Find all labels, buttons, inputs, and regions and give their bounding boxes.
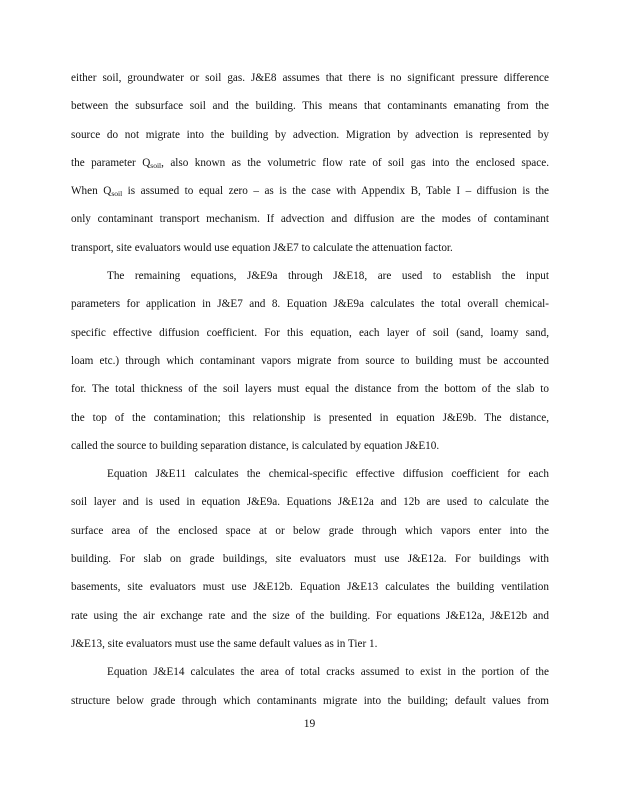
- text-line: rate using the air exchange rate and the size of the building. For equations J&E12a, J&E12b and: [71, 609, 549, 622]
- text-line: for. The total thickness of the soil layers must equal the distance from the bottom of the slab to: [71, 383, 549, 396]
- text-line: building. For slab on grade buildings, site evaluators must use J&E12a. For buildings with: [71, 553, 549, 566]
- text-line: called the source to building separation distance, is calculated by equation J&E10.: [71, 439, 440, 452]
- text-line: either soil, groundwater or soil gas. J&E8 assumes that there is no significant pressure difference: [71, 72, 549, 84]
- text-line: [71, 177, 549, 205]
- text-segment: When Q: [71, 185, 112, 198]
- body-text: [71, 64, 549, 715]
- text-line: Equation J&E11 calculates the chemical-specific effective diffusion coefficient for each: [107, 468, 549, 481]
- page-number: 19: [303, 718, 316, 730]
- text-line: parameters for application in J&E7 and 8. Equation J&E9a calculates the total overall chemical-: [71, 298, 549, 311]
- text-line: basements, site evaluators must use J&E12b. Equation J&E13 calculates the building ventilation: [71, 581, 549, 594]
- text-line: the top of the contamination; this relationship is presented in equation J&E9b. The distance,: [71, 411, 549, 424]
- text-line: J&E13, site evaluators must use the same default values as in Tier 1.: [71, 637, 378, 650]
- text-line: transport, site evaluators would use equation J&E7 to calculate the attenuation factor.: [71, 241, 453, 254]
- text-line: between the subsurface soil and the building. This means that contaminants emanating from the: [71, 100, 549, 113]
- text-line: Equation J&E14 calculates the area of total cracks assumed to exist in the portion of the: [107, 666, 549, 679]
- text-line: soil layer and is used in equation J&E9a. Equations J&E12a and 12b are used to calculate the: [71, 496, 549, 509]
- text-line: source do not migrate into the building by advection. Migration by advection is represented by: [71, 128, 549, 141]
- text-line: loam etc.) through which contaminant vapors migrate from source to building must be accounted: [71, 354, 549, 367]
- text-segment: is assumed to equal zero – as is the case with Appendix B, Table I – diffusion is the: [122, 185, 549, 198]
- subscript: soil: [111, 189, 123, 199]
- text-line: structure below grade through which contaminants migrate into the building; default values from: [71, 694, 549, 707]
- subscript: soil: [150, 160, 162, 170]
- text-line: only contaminant transport mechanism. If advection and diffusion are the modes of contaminant: [71, 213, 549, 226]
- text-segment: , also known as the volumetric flow rate of soil gas into the enclosed space.: [161, 156, 550, 169]
- text-line: The remaining equations, J&E9a through J&E18, are used to establish the input: [107, 270, 549, 283]
- text-segment: the parameter Q: [71, 156, 151, 169]
- text-line: surface area of the enclosed space at or below grade through which vapors enter into the: [71, 524, 549, 537]
- text-line: [71, 149, 549, 177]
- text-line: specific effective diffusion coefficient. For this equation, each layer of soil (sand, loamy sand,: [71, 326, 549, 339]
